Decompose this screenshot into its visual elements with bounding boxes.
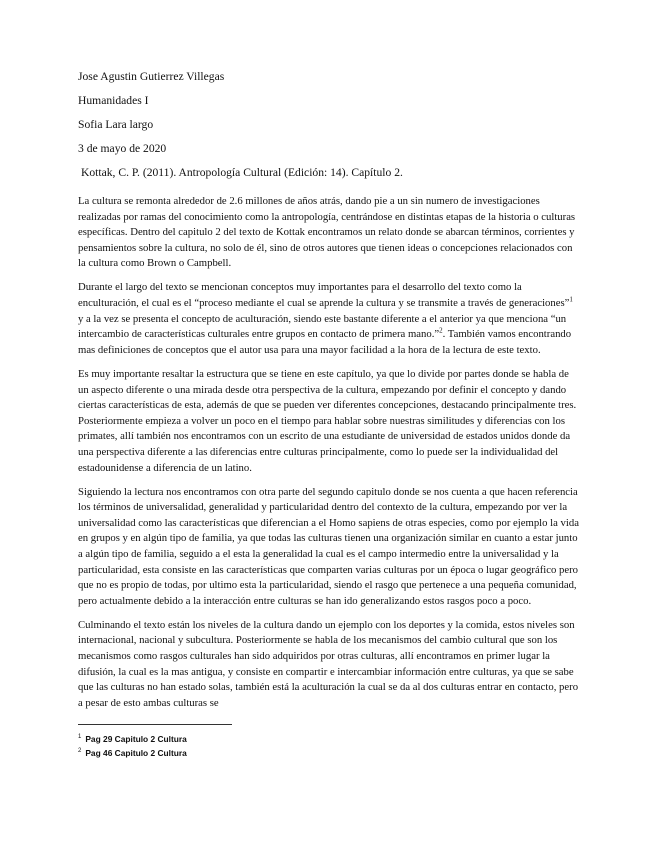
course-name: Humanidades I (78, 94, 149, 107)
teacher-name: Sofia Lara largo (78, 118, 154, 131)
paragraph-2 (78, 280, 580, 358)
footnote-ref-1[interactable]: 1 (569, 295, 573, 304)
footnote-ref-2[interactable]: 2 (439, 326, 443, 335)
footnote-1-text: Pag 29 Capitulo 2 Cultura (85, 733, 187, 744)
paragraph-4: Siguiendo la lectura nos encontramos con otra parte del segundo capitulo donde se nos cuenta a que hacen referencia los términos de universalidad, generalidad y particularidad dentro del contexto de la cultura, empezando por ver la universalidad como las características que diferencian a el Homo sapiens de otras especies, como por ejemplo la vida en grupos y en algún tipo de familia, ya que todas las culturas tienen una organización similar en cuanto a estar junto a algún tipo de familia, seguido a el esta la generalidad la cual es el campo intermedio entre la universalidad y la particularidad, esta consiste en las características que comparten varias culturas por un época o lugar geográfico pero que no es propio de todas, por ultimo esta la particularidad, siendo el rasgo que pertenece a una pequeña comunidad, pero actualmente debido a la interacción entre culturas se han ido generalizando estos rasgos poco a poco. (78, 485, 579, 607)
document-body (78, 194, 580, 711)
bibliographic-reference: Kottak, C. P. (2011). Antropología Cultural (Edición: 14). Capítulo 2. (81, 166, 403, 179)
paragraph-2-part-a: Durante el largo del texto se mencionan conceptos muy importantes para el desarrollo del texto como la enculturación, el cual es el “proceso mediante el cual se aprende la cultura y se transmite a través de generaciones” (78, 281, 570, 310)
paragraph-2-part-b: y a la vez se presenta el concepto de aculturación, siendo este bastante diferente a el anterior ya que menciona “un intercambio de características culturales entre grupos en contacto de primera mano.” (78, 312, 567, 341)
paragraph-2-part-c: . También vamos encontrando mas definiciones de conceptos que el autor usa para una mayor facilidad a la hora de la lectura de este texto. (78, 328, 572, 356)
footnote-2 (78, 745, 187, 759)
document-date: 3 de mayo de 2020 (78, 142, 167, 155)
author-name: Jose Agustin Gutierrez Villegas (78, 70, 225, 83)
footnote-2-text: Pag 46 Capitulo 2 Cultura (85, 747, 187, 758)
document-header (78, 70, 403, 190)
footnote-separator (78, 724, 232, 725)
paragraph-1: La cultura se remonta alrededor de 2.6 millones de años atrás, dando pie a un sin numero de investigaciones realizadas por ramas del conocimiento como la antropología, centrándose en distintas etapas de la historia o culturas específicas. Dentro del capitulo 2 del texto de Kottak encontramos un relato donde se abarcan términos, corrientes y pensamientos sobre la cultura, no solo de él, sino de otros autores que tienen ideas o concepciones relacionados con la cultura como Brown o Campbell. (78, 195, 576, 270)
footnotes (78, 731, 187, 759)
paragraph-5: Culminando el texto están los niveles de la cultura dando un ejemplo con los deportes y la comida, estos niveles son internacional, nacional y subcultura. Posteriormente se habla de los mecanismos del cambio cultural que son los mecanismos como rasgos culturales han sido adquiridos por otras culturas, allí encontramos en primer lugar la difusión, la cual es la mas antigua, y consiste en compartir e intercambiar información entre culturas, ya que se sabe que las culturas no han estado solas, también está la aculturación la cual se da al dos culturas entrar en contacto, pero a pesar de esto ambas culturas se (78, 618, 579, 709)
paragraph-3: Es muy importante resaltar la estructura que se tiene en este capítulo, ya que lo divide por partes donde se habla de un aspecto diferente o una mirada desde otra perspectiva de la cultura, empezando por definir el concepto y dando ciertas características de esta, además de que se pueden ver diferentes concepciones, destacando principalmente tres. Posteriormente empieza a volver un poco en el tiempo para hablar sobre nuestras similitudes y diferencias con los primates, allí también nos encontramos con un escrito de una estudiante de universidad de estados unidos donde da una perspectiva diferente a las diferencias entre culturas principalmente, como lo puede ser la individualidad del estadounidense a diferencia de un latino. (78, 367, 577, 474)
footnote-2-number: 2 (78, 747, 82, 754)
footnote-1 (78, 731, 187, 745)
footnote-1-number: 1 (78, 734, 82, 740)
